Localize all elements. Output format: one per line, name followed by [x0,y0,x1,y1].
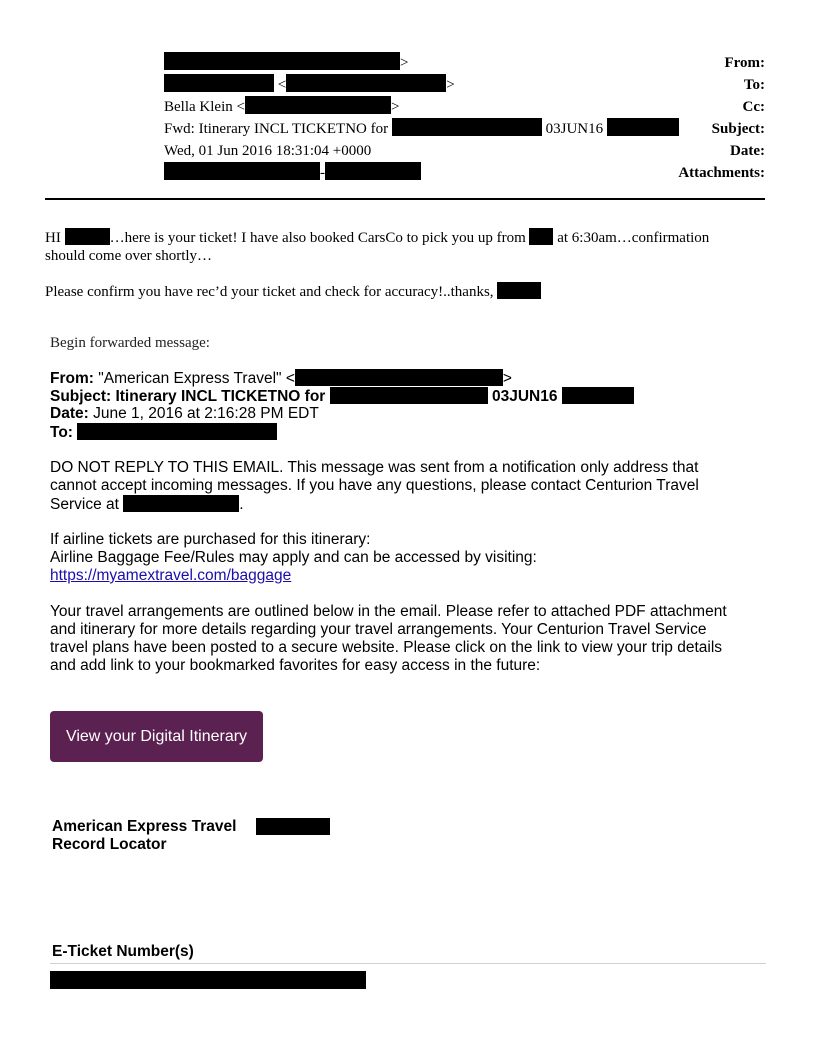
subject-value: Fwd: Itinerary INCL TICKETNO for 03JUN16 [164,118,679,140]
eticket-divider [50,963,766,964]
header-subject-row [0,118,765,140]
redaction [50,971,366,989]
header-to-row [0,74,765,96]
fwd-date-row: Date: June 1, 2016 at 2:16:28 PM EDT [50,405,319,422]
cc-label: Cc: [742,99,765,115]
redaction [497,282,541,299]
to-label: To: [743,77,765,93]
redaction [65,228,110,245]
redaction [286,74,446,92]
cc-value: Bella Klein < > [164,96,399,118]
note-confirm: Please confirm you have rec’d your ticket and check for accuracy!..thanks, [45,282,765,301]
baggage-link[interactable]: https://myamextravel.com/baggage [50,567,292,584]
date-label: Date: [730,143,765,159]
redaction [123,495,239,512]
header-divider [45,198,765,200]
from-label: From: [724,55,765,71]
fwd-subject-row: Subject: Itinerary INCL TICKETNO for 03JUN16 [50,387,634,406]
no-reply-paragraph: DO NOT REPLY TO THIS EMAIL. This message was sent from a notification only address that cannot accept incoming messages. If you have any questions, please contact Centurion Travel Service at . [50,459,699,513]
redaction [164,52,400,70]
to-value: < > [164,74,455,96]
note-paragraph: HI …here is your ticket! I have also booked CarsCo to pick you up from at 6:30am…confirmation should come over shortly… [45,230,710,264]
redaction [325,162,421,180]
from-value: > [164,52,408,74]
begin-forwarded: Begin forwarded message: [50,335,210,351]
attachments-value[interactable]: - [164,162,421,184]
redaction [607,118,679,136]
redaction [392,118,542,136]
subject-label: Subject: [711,121,765,137]
header-attachments-row [0,162,765,184]
redaction [529,228,553,245]
redaction [295,369,503,386]
eticket-heading: E-Ticket Number(s) [52,943,194,960]
redaction [562,387,634,404]
fwd-from-row: From: "American Express Travel" < > [50,370,512,387]
redaction [330,387,488,404]
view-itinerary-button[interactable]: View your Digital Itinerary [50,711,263,762]
redaction [245,96,391,114]
date-value: Wed, 01 Jun 2016 18:31:04 +0000 [164,143,372,159]
redaction [164,74,274,92]
redaction [256,818,330,835]
record-locator-label: American Express Travel Record Locator [52,818,237,853]
redaction [77,423,277,440]
arrangements-paragraph: Your travel arrangements are outlined below in the email. Please refer to attached PDF attachment and itinerary for more details regarding your travel arrangements. Your Centurion Travel Service travel plans have been posted to a secure website. Please click on the link to view your trip details and add link to your bookmarked favorites for easy access in the future: [50,603,727,674]
header-from-row [0,52,765,74]
baggage-paragraph: If airline tickets are purchased for this itinerary: Airline Baggage Fee/Rules may apply and can be accessed by visiting: https://myamextravel.com/baggage [50,531,537,584]
fwd-to-row: To: [50,423,277,442]
redaction [164,162,320,180]
email-header [0,52,765,184]
attachments-label: Attachments: [678,165,765,181]
header-cc-row [0,96,765,118]
header-date-row [0,140,765,162]
